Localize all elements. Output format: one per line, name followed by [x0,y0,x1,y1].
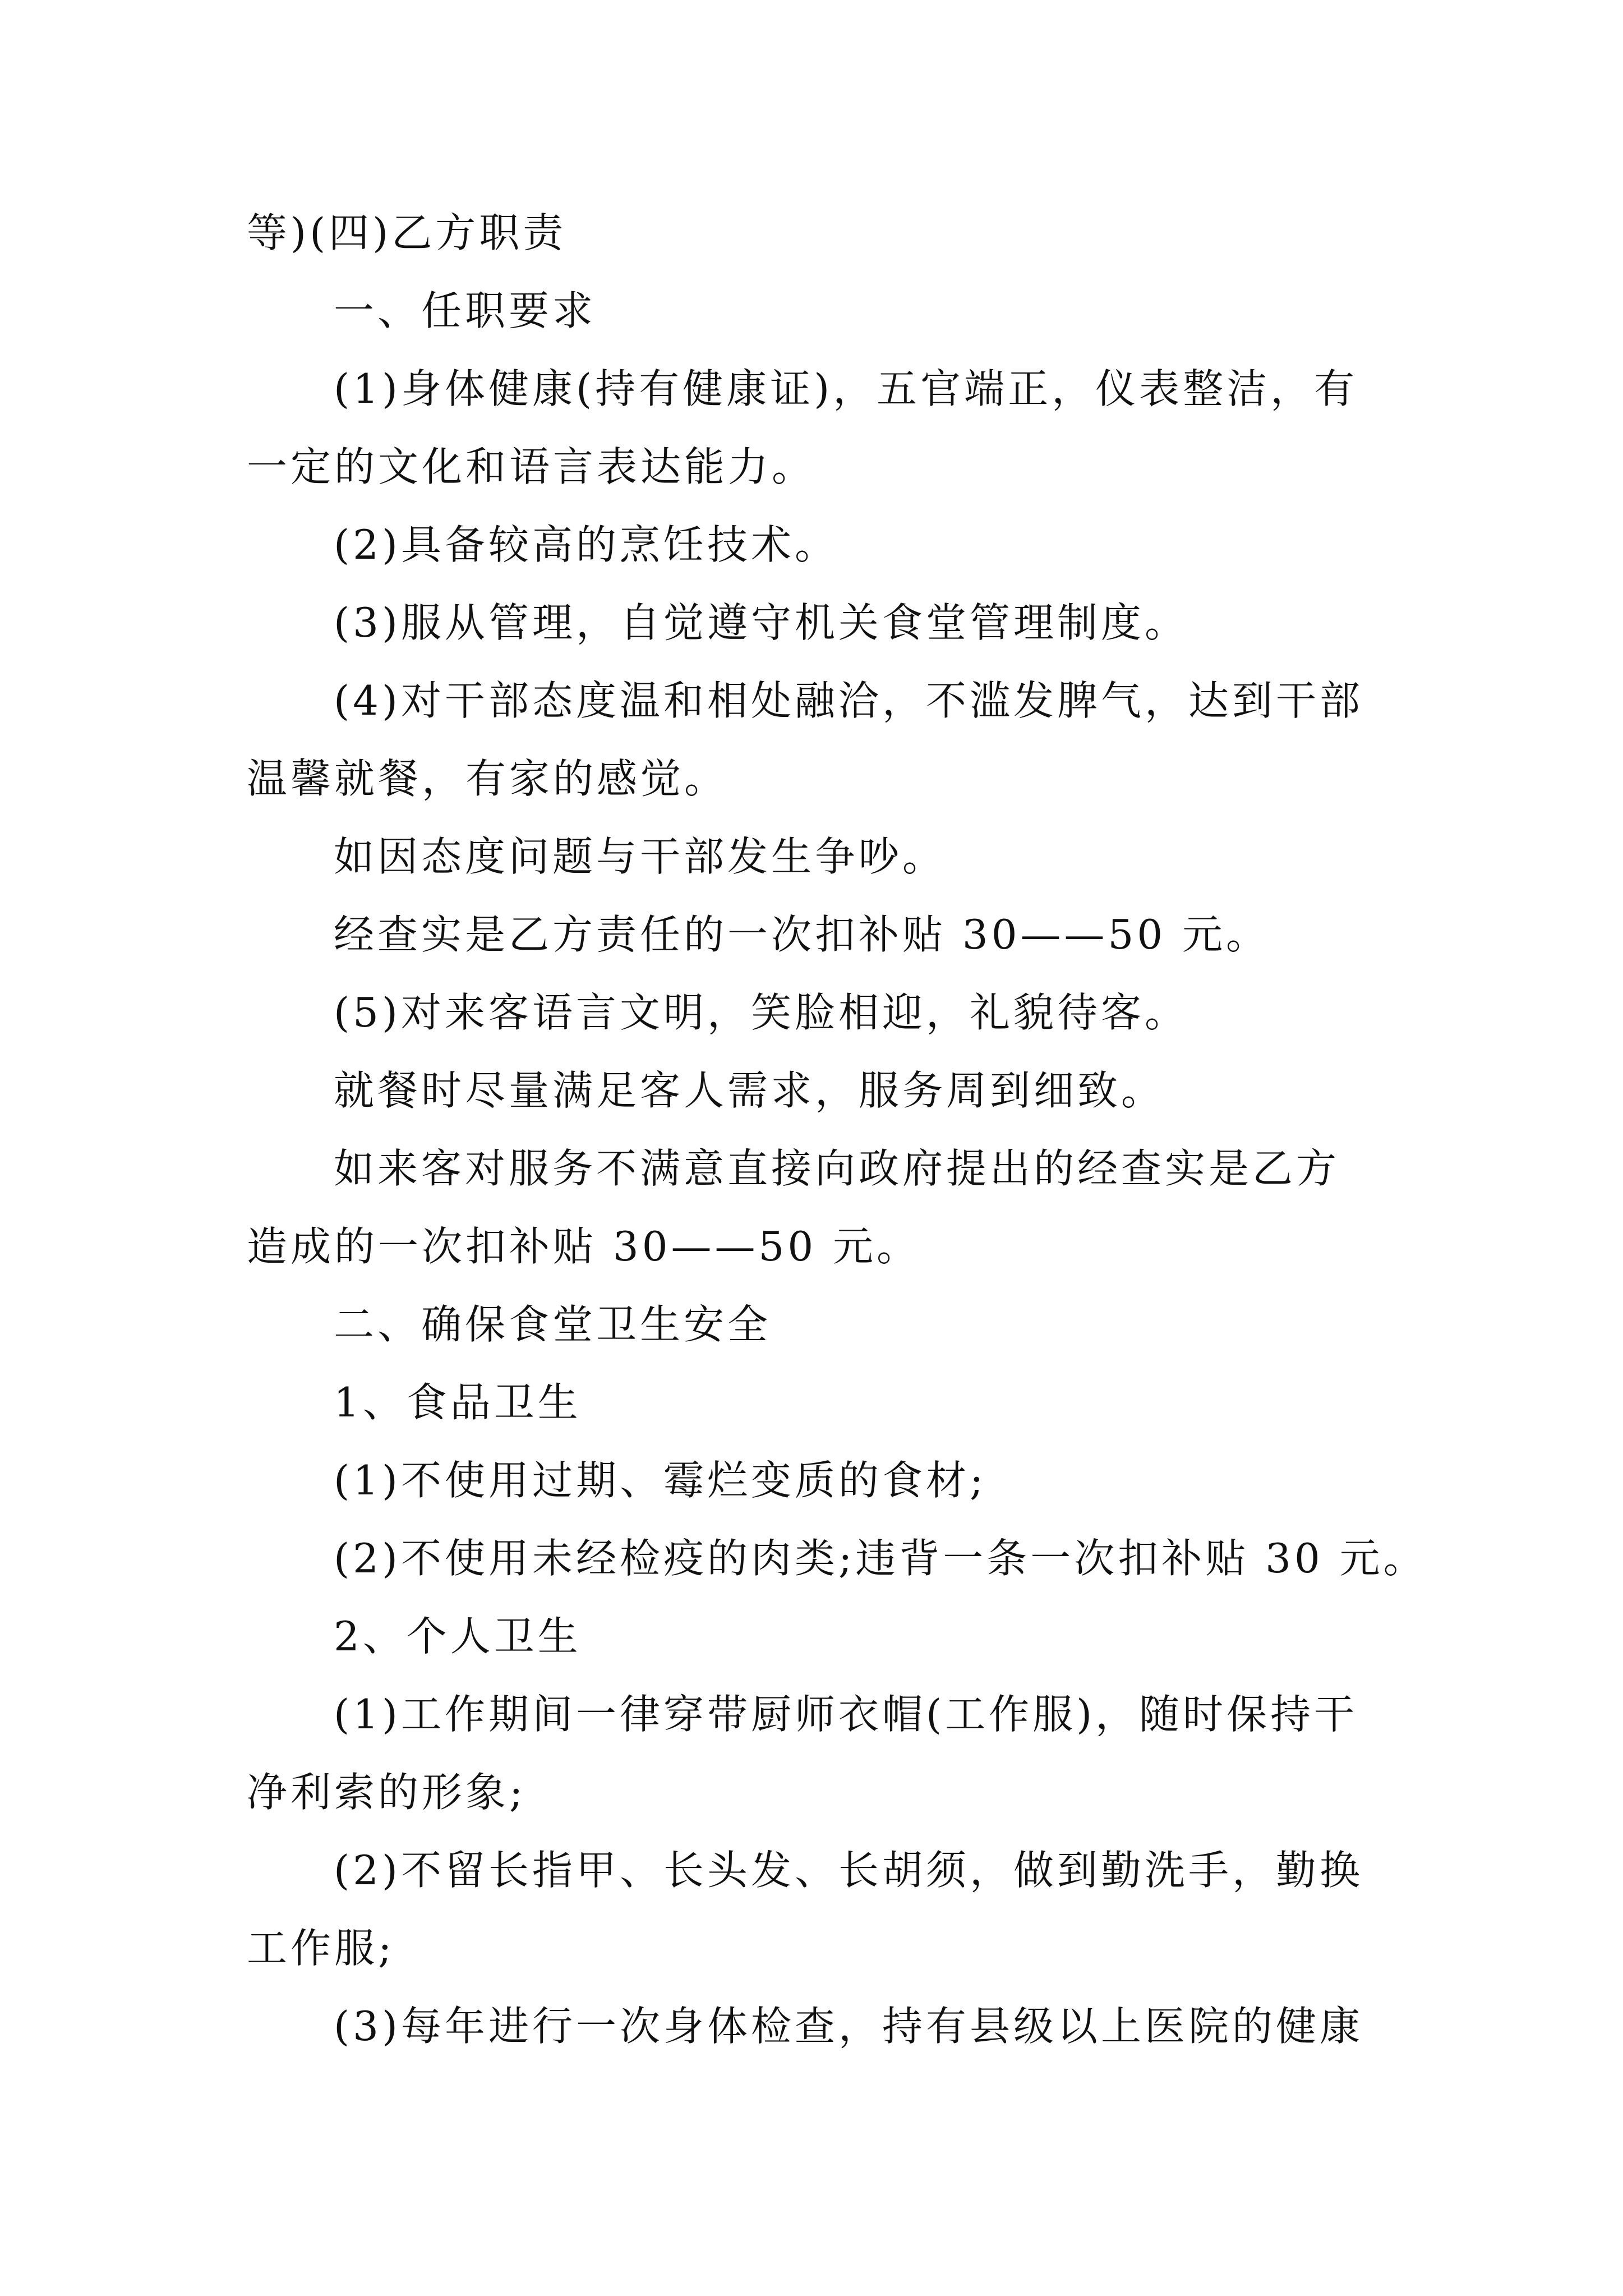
section-heading: 一、任职要求 [334,287,597,334]
text-line: 净利索的形象; [247,1769,527,1816]
text-line: (1)身体健康(持有健康证)，五官端正，仪表整洁，有 [334,365,1358,412]
text-line: (2)不留长指甲、长头发、长胡须，做到勤洗手，勤换 [334,1847,1363,1894]
text-line: (5)对来客语言文明，笑脸相迎，礼貌待客。 [334,989,1188,1036]
text-line: (1)工作期间一律穿带厨师衣帽(工作服)，随时保持干 [334,1691,1358,1738]
text-line: (3)每年进行一次身体检查，持有县级以上医院的健康 [334,2003,1363,2050]
text-line: 如来客对服务不满意直接向政府提出的经查实是乙方 [334,1145,1340,1192]
text-line: (4)对干部态度温和相处融洽，不滥发脾气，达到干部 [334,677,1363,724]
text-line: 如因态度问题与干部发生争吵。 [334,833,947,880]
text-line: (2)具备较高的烹饪技术。 [334,521,838,568]
section-heading: 二、确保食堂卫生安全 [334,1301,772,1348]
text-line: 工作服; [247,1925,395,1972]
text-line: (1)不使用过期、霉烂变质的食材; [334,1457,987,1504]
text-line: 一定的文化和语言表达能力。 [247,443,816,490]
text-line: 经查实是乙方责任的一次扣补贴 30——50 元。 [334,911,1270,958]
text-line: 等)(四)乙方职责 [247,209,567,256]
text-line: 造成的一次扣补贴 30——50 元。 [247,1223,921,1270]
text-line: (2)不使用未经检疫的肉类;违背一条一次扣补贴 30 元。 [334,1535,1427,1582]
text-line: (3)服从管理，自觉遵守机关食堂管理制度。 [334,599,1188,646]
subsection-heading: 2、个人卫生 [334,1613,582,1660]
subsection-heading: 1、食品卫生 [334,1379,582,1426]
text-line: 就餐时尽量满足客人需求，服务周到细致。 [334,1067,1165,1114]
text-line: 温馨就餐，有家的感觉。 [247,755,728,802]
